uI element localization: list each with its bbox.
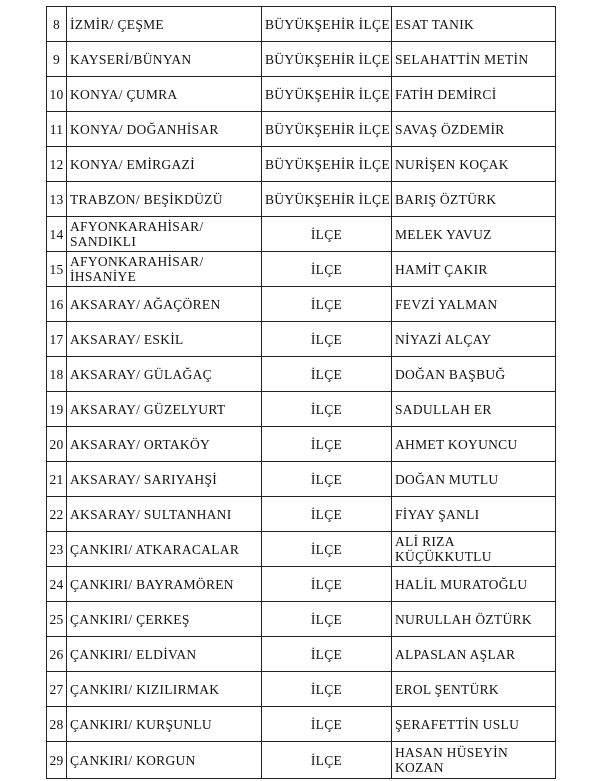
table-row <box>47 672 556 707</box>
table-row <box>47 112 556 147</box>
table-row <box>47 707 556 742</box>
municipality-type-cell: BÜYÜKŞEHİR İLÇE <box>262 7 392 42</box>
location-cell: KAYSERİ/BÜNYAN <box>67 42 262 77</box>
row-number-cell: 18 <box>47 357 67 392</box>
candidate-name-cell: DOĞAN BAŞBUĞ <box>392 357 556 392</box>
table-row <box>47 287 556 322</box>
table-row <box>47 147 556 182</box>
location-cell: AKSARAY/ SARIYAHŞİ <box>67 462 262 497</box>
candidate-name-cell: ŞERAFETTİN USLU <box>392 707 556 742</box>
municipality-type-cell: İLÇE <box>262 637 392 672</box>
municipality-type-cell: BÜYÜKŞEHİR İLÇE <box>262 182 392 217</box>
municipality-type-cell: BÜYÜKŞEHİR İLÇE <box>262 112 392 147</box>
candidate-name-cell: HASAN HÜSEYİN KOZAN <box>392 742 556 779</box>
candidate-name-cell: SELAHATTİN METİN <box>392 42 556 77</box>
municipality-type-cell: BÜYÜKŞEHİR İLÇE <box>262 147 392 182</box>
candidate-name-cell: NURİŞEN KOÇAK <box>392 147 556 182</box>
row-number-cell: 17 <box>47 322 67 357</box>
row-number-cell: 23 <box>47 532 67 567</box>
table-row <box>47 742 556 779</box>
candidate-name-cell: DOĞAN MUTLU <box>392 462 556 497</box>
candidate-name-cell: MELEK YAVUZ <box>392 217 556 252</box>
municipality-type-cell: İLÇE <box>262 427 392 462</box>
row-number-cell: 22 <box>47 497 67 532</box>
candidate-table-body <box>47 7 556 779</box>
municipality-type-cell: İLÇE <box>262 707 392 742</box>
row-number-cell: 12 <box>47 147 67 182</box>
table-row <box>47 357 556 392</box>
location-cell: TRABZON/ BEŞİKDÜZÜ <box>67 182 262 217</box>
candidate-table <box>46 6 556 779</box>
row-number-cell: 16 <box>47 287 67 322</box>
candidate-name-cell: SAVAŞ ÖZDEMİR <box>392 112 556 147</box>
municipality-type-cell: İLÇE <box>262 287 392 322</box>
table-row <box>47 77 556 112</box>
table-row <box>47 532 556 567</box>
candidate-name-cell: HAMİT ÇAKIR <box>392 252 556 287</box>
candidate-name-cell: BARIŞ ÖZTÜRK <box>392 182 556 217</box>
table-row <box>47 392 556 427</box>
candidate-name-cell: NİYAZİ ALÇAY <box>392 322 556 357</box>
location-cell: AKSARAY/ AĞAÇÖREN <box>67 287 262 322</box>
row-number-cell: 14 <box>47 217 67 252</box>
row-number-cell: 26 <box>47 637 67 672</box>
location-cell: AKSARAY/ GÜZELYURT <box>67 392 262 427</box>
location-cell: ÇANKIRI/ KIZILIRMAK <box>67 672 262 707</box>
table-row <box>47 602 556 637</box>
candidate-name-cell: NURULLAH ÖZTÜRK <box>392 602 556 637</box>
table-row <box>47 217 556 252</box>
row-number-cell: 15 <box>47 252 67 287</box>
location-cell: ÇANKIRI/ BAYRAMÖREN <box>67 567 262 602</box>
municipality-type-cell: İLÇE <box>262 252 392 287</box>
row-number-cell: 11 <box>47 112 67 147</box>
municipality-type-cell: BÜYÜKŞEHİR İLÇE <box>262 77 392 112</box>
location-cell: KONYA/ EMİRGAZİ <box>67 147 262 182</box>
table-row <box>47 42 556 77</box>
municipality-type-cell: İLÇE <box>262 672 392 707</box>
row-number-cell: 20 <box>47 427 67 462</box>
candidate-name-cell: HALİL MURATOĞLU <box>392 567 556 602</box>
document-page <box>46 6 556 779</box>
location-cell: KONYA/ ÇUMRA <box>67 77 262 112</box>
table-row <box>47 252 556 287</box>
row-number-cell: 21 <box>47 462 67 497</box>
location-cell: ÇANKIRI/ KURŞUNLU <box>67 707 262 742</box>
municipality-type-cell: İLÇE <box>262 567 392 602</box>
table-row <box>47 497 556 532</box>
candidate-name-cell: FATİH DEMİRCİ <box>392 77 556 112</box>
municipality-type-cell: İLÇE <box>262 357 392 392</box>
row-number-cell: 13 <box>47 182 67 217</box>
location-cell: AKSARAY/ SULTANHANI <box>67 497 262 532</box>
table-row <box>47 637 556 672</box>
location-cell: ÇANKIRI/ KORGUN <box>67 742 262 779</box>
location-cell: İZMİR/ ÇEŞME <box>67 7 262 42</box>
table-row <box>47 182 556 217</box>
table-row <box>47 567 556 602</box>
candidate-name-cell: EROL ŞENTÜRK <box>392 672 556 707</box>
table-row <box>47 7 556 42</box>
table-row <box>47 322 556 357</box>
municipality-type-cell: İLÇE <box>262 602 392 637</box>
row-number-cell: 10 <box>47 77 67 112</box>
municipality-type-cell: İLÇE <box>262 322 392 357</box>
row-number-cell: 25 <box>47 602 67 637</box>
municipality-type-cell: İLÇE <box>262 217 392 252</box>
location-cell: ÇANKIRI/ ELDİVAN <box>67 637 262 672</box>
row-number-cell: 8 <box>47 7 67 42</box>
row-number-cell: 19 <box>47 392 67 427</box>
location-cell: AKSARAY/ GÜLAĞAÇ <box>67 357 262 392</box>
municipality-type-cell: İLÇE <box>262 497 392 532</box>
municipality-type-cell: İLÇE <box>262 532 392 567</box>
candidate-name-cell: FİYAY ŞANLI <box>392 497 556 532</box>
row-number-cell: 29 <box>47 742 67 779</box>
municipality-type-cell: İLÇE <box>262 742 392 779</box>
municipality-type-cell: İLÇE <box>262 392 392 427</box>
location-cell: AFYONKARAHİSAR/ SANDIKLI <box>67 217 262 252</box>
table-row <box>47 462 556 497</box>
table-row <box>47 427 556 462</box>
row-number-cell: 27 <box>47 672 67 707</box>
location-cell: ÇANKIRI/ ÇERKEŞ <box>67 602 262 637</box>
candidate-name-cell: AHMET KOYUNCU <box>392 427 556 462</box>
municipality-type-cell: BÜYÜKŞEHİR İLÇE <box>262 42 392 77</box>
row-number-cell: 9 <box>47 42 67 77</box>
candidate-name-cell: ALİ RIZA KÜÇÜKKUTLU <box>392 532 556 567</box>
row-number-cell: 24 <box>47 567 67 602</box>
municipality-type-cell: İLÇE <box>262 462 392 497</box>
candidate-name-cell: FEVZİ YALMAN <box>392 287 556 322</box>
location-cell: AKSARAY/ ORTAKÖY <box>67 427 262 462</box>
row-number-cell: 28 <box>47 707 67 742</box>
candidate-name-cell: SADULLAH ER <box>392 392 556 427</box>
location-cell: AKSARAY/ ESKİL <box>67 322 262 357</box>
location-cell: AFYONKARAHİSAR/ İHSANİYE <box>67 252 262 287</box>
candidate-name-cell: ESAT TANIK <box>392 7 556 42</box>
location-cell: ÇANKIRI/ ATKARACALAR <box>67 532 262 567</box>
candidate-name-cell: ALPASLAN AŞLAR <box>392 637 556 672</box>
location-cell: KONYA/ DOĞANHİSAR <box>67 112 262 147</box>
